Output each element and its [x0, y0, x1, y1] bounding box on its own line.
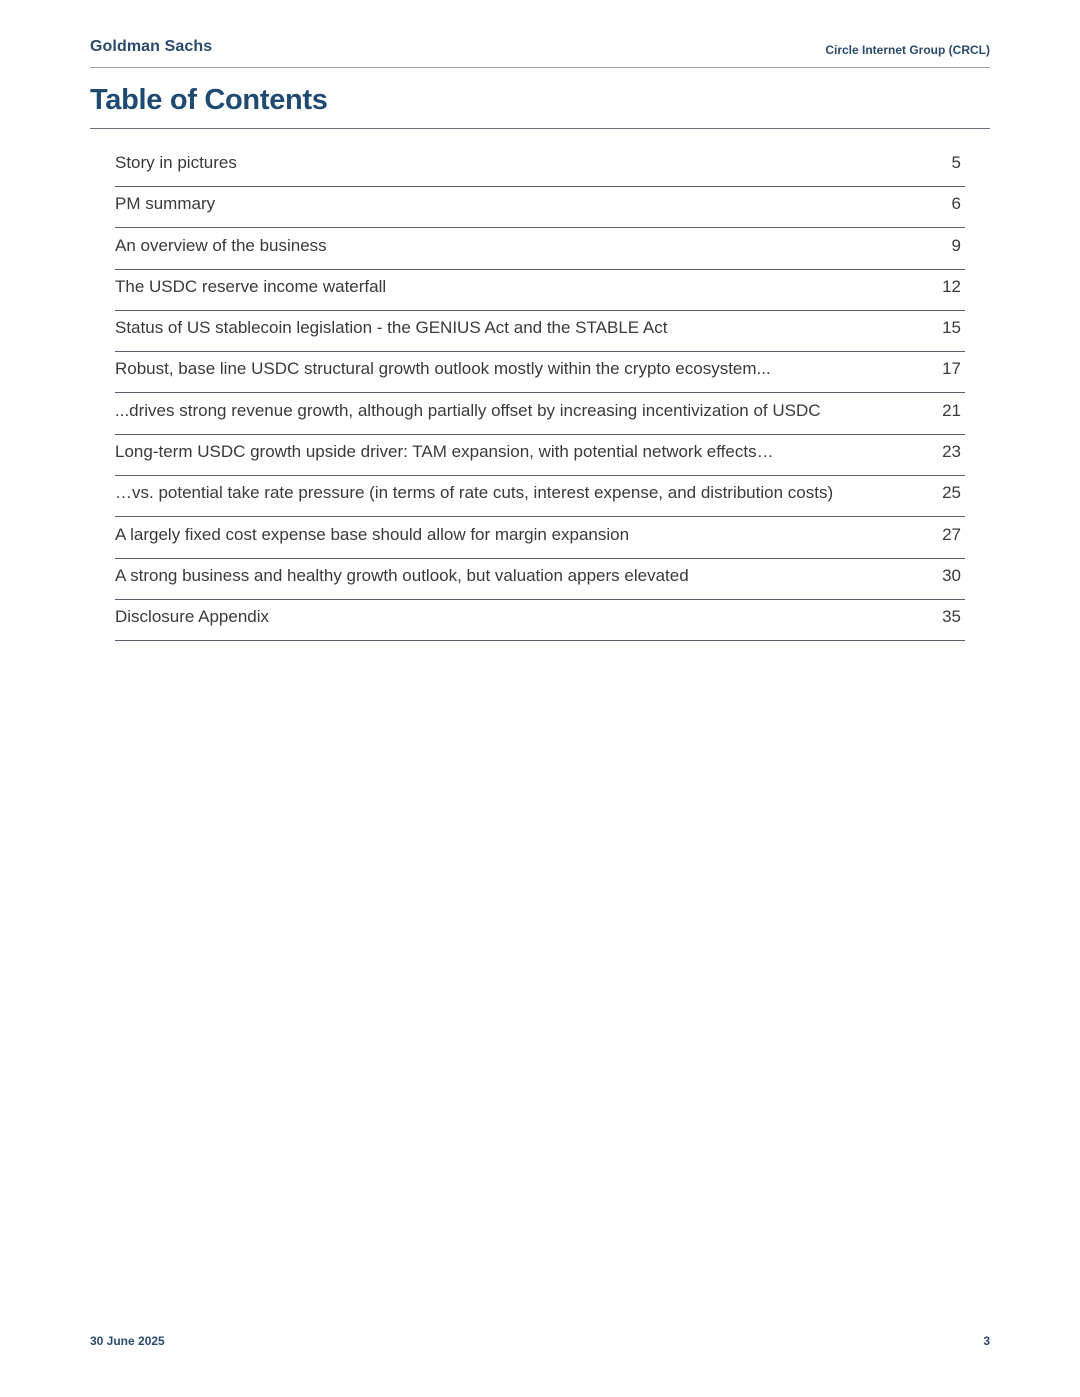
toc-entry[interactable] [115, 352, 965, 393]
toc-entry-label: Robust, base line USDC structural growth outlook mostly within the crypto ecosystem... [115, 359, 771, 379]
brand-name: Goldman Sachs [90, 38, 213, 55]
toc-entry-page: 5 [951, 153, 961, 172]
toc-entry[interactable] [115, 229, 965, 270]
toc-entry-page: 30 [942, 565, 961, 585]
footer-page-number: 3 [983, 1334, 990, 1348]
toc-entry-label: ...drives strong revenue growth, although partially offset by increasing incentivization of USDC [115, 400, 821, 420]
toc-entry-page: 15 [942, 318, 961, 338]
toc-entry-label: PM summary [115, 194, 216, 214]
toc-entry-page: 21 [942, 400, 961, 420]
toc-entry-page: 27 [942, 524, 961, 544]
toc-entry-page: 23 [942, 442, 961, 462]
page-title: Table of Contents [90, 84, 328, 116]
toc-entry-page: 17 [942, 359, 961, 379]
toc-entry-page: 9 [951, 235, 961, 255]
toc-entry-label: Long-term USDC growth upside driver: TAM expansion, with potential network effects… [115, 442, 774, 462]
toc-entry-label: Status of US stablecoin legislation - the GENIUS Act and the STABLE Act [115, 318, 668, 338]
toc-entry[interactable] [115, 435, 965, 476]
toc-entry-label: A largely fixed cost expense base should allow for margin expansion [115, 524, 630, 544]
toc-entry-page: 12 [942, 276, 961, 296]
toc-entry[interactable] [115, 146, 965, 187]
toc-entry[interactable] [115, 559, 965, 600]
toc-entry[interactable] [115, 518, 965, 559]
toc-entry-label: An overview of the business [115, 235, 327, 255]
toc-entry[interactable] [115, 311, 965, 352]
toc-entry-label: The USDC reserve income waterfall [115, 276, 387, 296]
toc-entry-label: Disclosure Appendix [115, 607, 270, 627]
page-header [90, 36, 990, 68]
toc-entry-label: A strong business and healthy growth outlook, but valuation appers elevated [115, 565, 689, 585]
toc-entry-page: 6 [951, 194, 961, 214]
toc-entry[interactable] [115, 270, 965, 311]
footer-date: 30 June 2025 [90, 1334, 165, 1348]
company-name: Circle Internet Group (CRCL) [825, 43, 990, 57]
toc-entry-label: Story in pictures [115, 153, 237, 172]
toc-entry[interactable] [115, 476, 965, 517]
toc-entry-page: 35 [942, 607, 961, 627]
toc-entry[interactable] [115, 600, 965, 641]
toc-entry[interactable] [115, 187, 965, 228]
toc-entry-page: 25 [942, 483, 961, 503]
table-of-contents [115, 146, 965, 642]
title-section [90, 82, 990, 129]
toc-entry-label: …vs. potential take rate pressure (in terms of rate cuts, interest expense, and distribution costs) [115, 483, 834, 503]
toc-entry[interactable] [115, 394, 965, 435]
